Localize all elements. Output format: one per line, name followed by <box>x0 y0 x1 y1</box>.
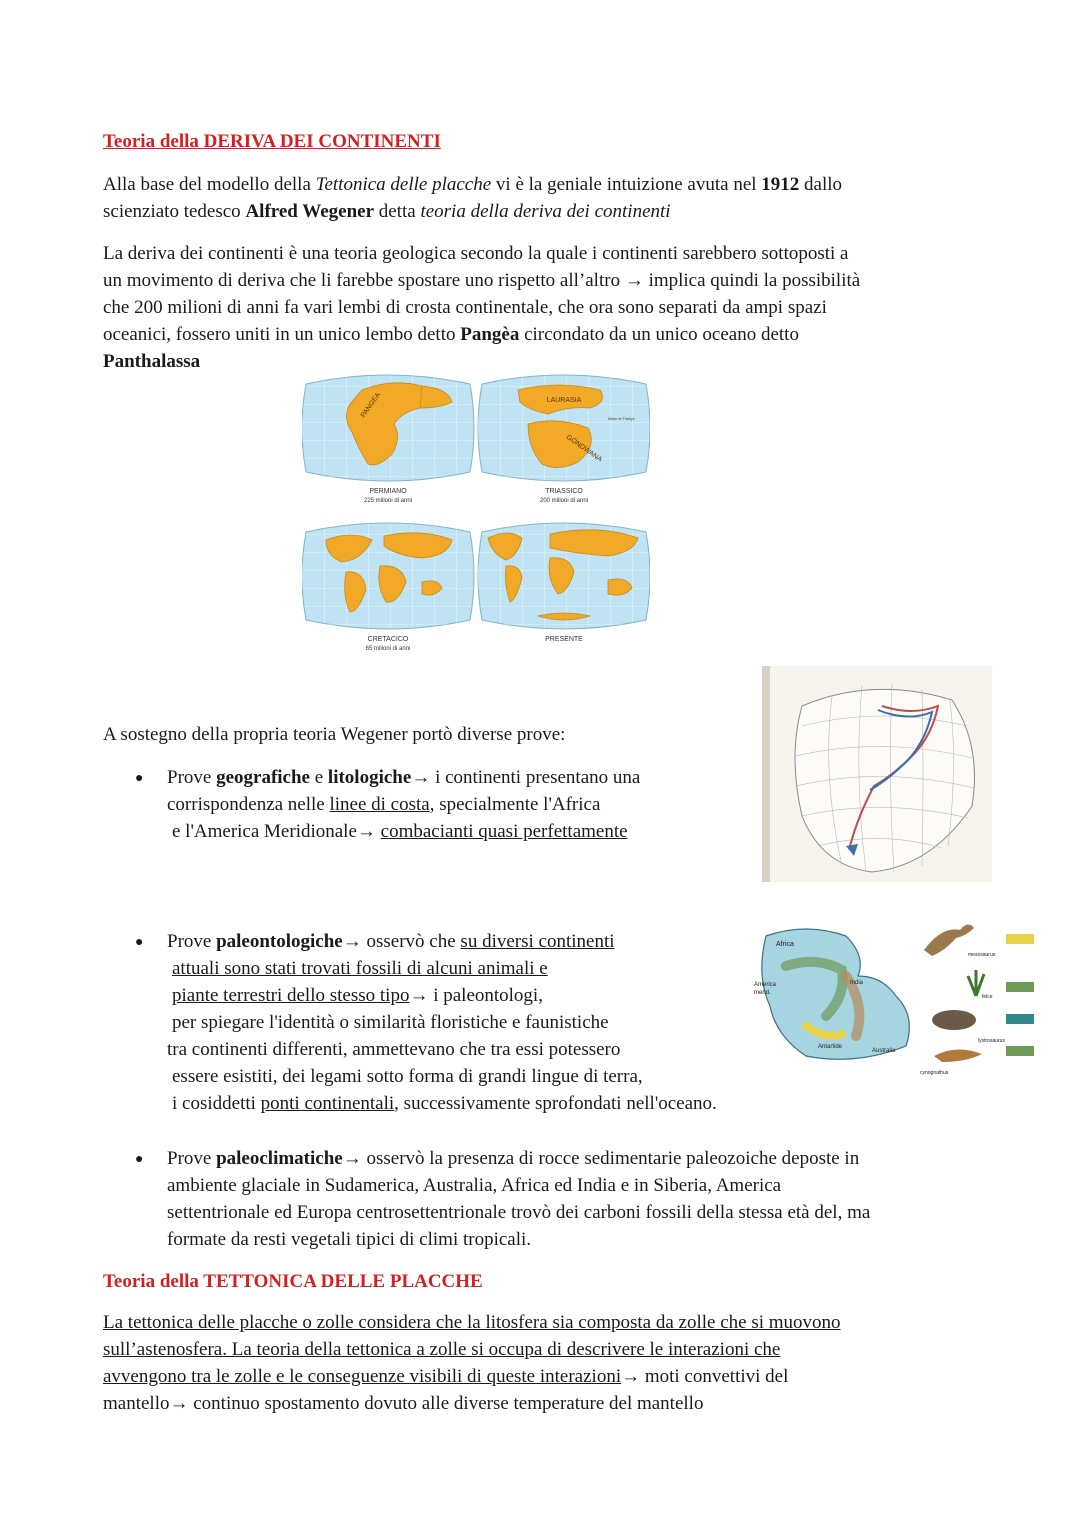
bullet-prove-paleontologiche: Prove paleontologiche→ osservò che su diversi continenti attuali sono stati trovati fossili di alcuni animali e piante terrestri dello stesso tipo→ i paleontologi, per spiegare l'identità o similarità floristiche e faunistiche tra continenti differenti, ammettevano che tra essi potessero essere esistiti, dei legami sotto forma di grandi lingue di terra, i cosiddetti ponti continentali, successivamente sprofondati nell'oceano. <box>167 931 717 1114</box>
map-presente <box>478 523 650 643</box>
bullet-dot: ● <box>135 935 144 950</box>
legend-mesosaurus: mesosaurus <box>968 952 996 958</box>
bullet-dot: ● <box>135 771 144 786</box>
cynognathus-icon <box>934 1049 982 1062</box>
pangea-label: PANGEA <box>359 391 383 420</box>
legend-felce: felce <box>982 994 993 1000</box>
label-america: America <box>754 982 777 988</box>
map-label-triassico: TRIASSICO <box>545 488 583 495</box>
map-label-permiano: PERMIANO <box>369 488 407 495</box>
tettonica-paragraph: La tettonica delle placche o zolle considera che la litosfera sia composta da zolle che si muovono sull’astenosfera. La teoria della tettonica a zolle si occupa di descrivere le interazioni che avvengono tra le zolle e le conseguenze visibili di queste interazioni→ moti convettivi del mantello→ continuo spostamento dovuto alle diverse temperature del mantello <box>103 1312 841 1414</box>
coastline-fit-figure <box>762 666 992 882</box>
map-permiano <box>302 375 474 504</box>
intro-paragraph: Alla base del modello della Tettonica delle placche vi è la geniale intuizione avuta nel 1912 dallo scienziato tedesco Alfred Wegener detta teoria della deriva dei continenti <box>103 174 843 222</box>
deriva-paragraph: La deriva dei continenti è una teoria geologica secondo la quale i continenti sarebbero sottoposti a un movimento di deriva che li farebbe spostare uno rispetto all’altro → implica quindi la possibilità che 200 milioni di anni fa vari lembi di crosta continentale, che ora sono separati da ampi spazi oceanici, fossero uniti in un unico lembo detto Pangèa circondato da un unico oceano detto Panthalassa <box>103 243 861 372</box>
gondwana-label: GONDWANA <box>564 433 604 464</box>
fern-icon <box>968 970 984 996</box>
label-australia: Australia <box>872 1048 896 1054</box>
prove-intro: A sostegno della propria teoria Wegener portò diverse prove: <box>103 724 566 745</box>
label-africa: Africa <box>776 941 794 948</box>
bullet-prove-geografiche: Prove geografiche e litologiche→ i continenti presentano una corrispondenza nelle linee di costa, specialmente l'Africa e l'America Meridionale→ combacianti quasi perfettamente <box>167 767 641 842</box>
lystrosaurus-icon <box>932 1010 976 1030</box>
map-sub-triassico: 200 milioni di anni <box>539 498 589 504</box>
label-india: India <box>850 980 864 986</box>
bullet-dot: ● <box>135 1152 144 1167</box>
heading-deriva: Teoria della DERIVA DEI CONTINENTI <box>103 131 441 152</box>
map-sub-cretacico: 65 milioni di anni <box>365 646 411 652</box>
label-antartide: Antartide <box>818 1044 843 1050</box>
laurasia-label: LAURASIA <box>546 397 582 404</box>
fossil-distribution-figure <box>746 916 1038 1076</box>
thetys-label: Mare di Thetys <box>608 416 635 421</box>
map-label-cretacico: CRETACICO <box>367 636 409 643</box>
map-sub-permiano: 225 milioni di anni <box>363 498 413 504</box>
legend-lystrosaurus: lystrosaurus <box>978 1038 1005 1044</box>
paleomaps-figure <box>302 368 650 658</box>
mesosaurus-icon <box>924 924 974 956</box>
map-cretacico <box>302 523 474 652</box>
label-merid: merid. <box>754 990 771 996</box>
heading-tettonica: Teoria della TETTONICA DELLE PLACCHE <box>103 1271 483 1292</box>
map-triassico <box>478 375 650 504</box>
bullet-prove-paleoclimatiche: Prove paleoclimatiche→ osservò la presenza di rocce sedimentarie paleozoiche deposte in ambiente glaciale in Sudamerica, Australia, Africa ed India e in Siberia, America settentrionale ed Europa centrosettentrionale trovò dei carboni fossili della stessa età del, ma formate da resti vegetali tipici di climi tropicali. <box>167 1148 871 1250</box>
map-label-presente: PRESENTE <box>545 636 583 643</box>
legend-cynognathus: cynognathus <box>920 1070 949 1076</box>
